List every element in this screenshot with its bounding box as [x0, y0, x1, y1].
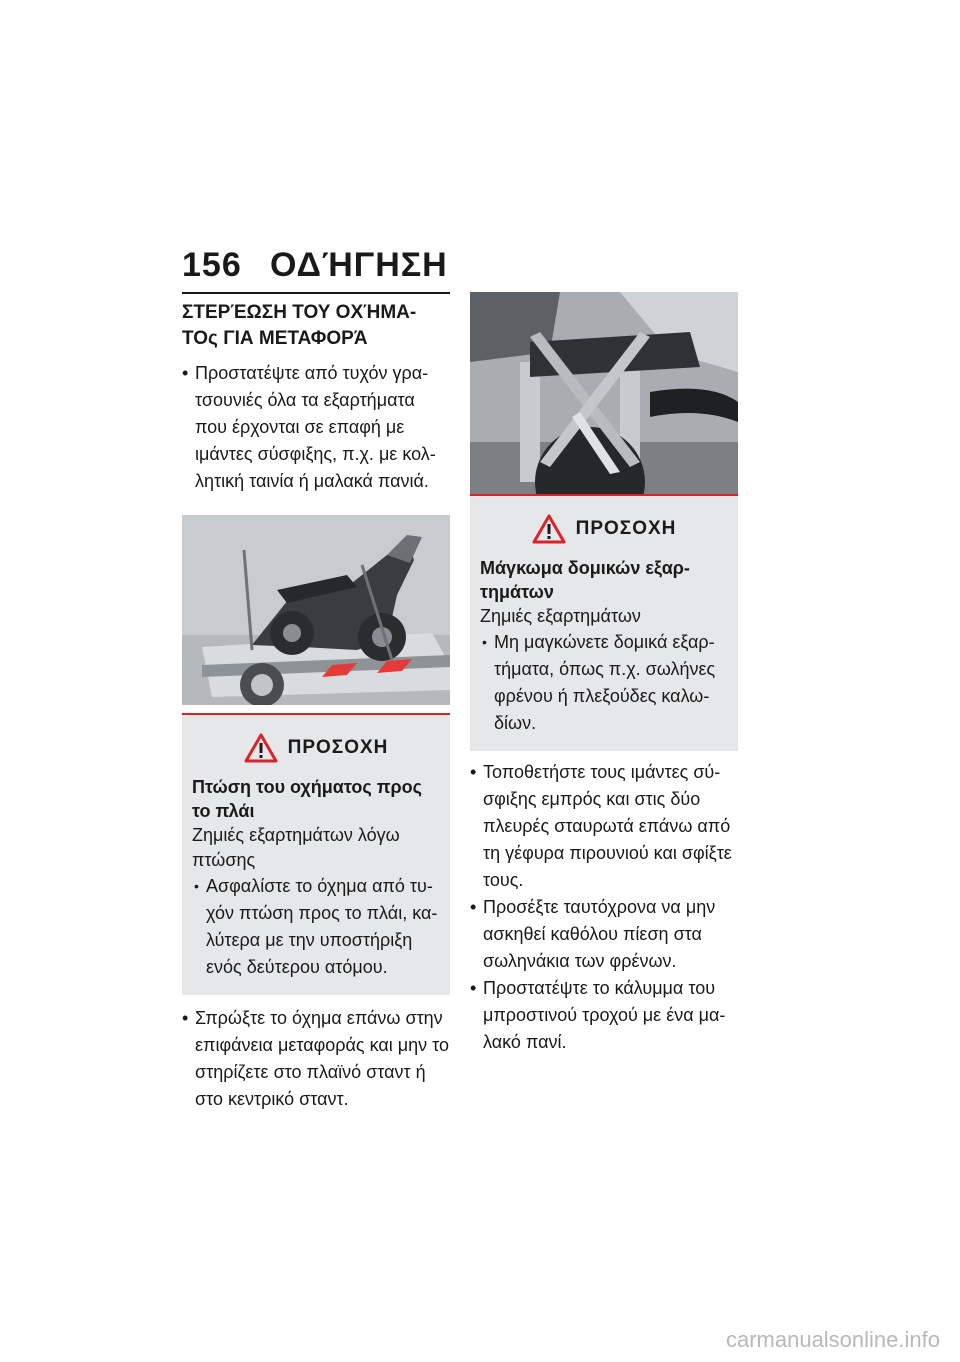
warning-title: Πτώση του οχήματος προς το πλάι [192, 777, 422, 821]
warning-title: Μάγκωμα δομικών εξαρ-τημάτων [480, 558, 690, 602]
section-heading: ΣΤΕΡΈΩΣΗ ΤΟΥ ΟΧΉΜΑ-ΤΟς ΓΙΑ ΜΕΤΑΦΟΡΆ [182, 302, 417, 349]
bullet-list-right [470, 759, 738, 1056]
warning-consequence: Ζημιές εξαρτημάτων λόγω πτώσης [192, 825, 400, 870]
left-column [182, 292, 450, 1113]
warning-box-jamming [470, 494, 738, 751]
right-column [470, 292, 738, 1056]
bullet-list [182, 360, 450, 495]
section-rule [182, 292, 450, 294]
warning-action: • Μη μαγκώνετε δομικά εξαρ-τήματα, όπως π.χ. σωλήνες φρένου ή πλεξούδες καλω-δίων. [480, 629, 728, 737]
fork-straps-photo [470, 292, 738, 494]
bullet-push-vehicle: • Σπρώξτε το όχημα επάνω στην επιφάνεια μεταφοράς και μην το στηρίζετε στο πλαϊνό σταντ ή στο κεντρικό σταντ. [182, 1005, 450, 1113]
scooter-illustration [182, 515, 450, 705]
warning-header [192, 733, 440, 763]
warning-label: ΠΡΟΣΟΧΗ [287, 737, 389, 758]
warning-action: • Ασφαλίστε το όχημα από τυ-χόν πτώση προς το πλάι, κα-λύτερα με την υποστήριξη ενός δεύτερου ατόμου. [192, 873, 440, 981]
chapter-title: ΟΔΉΓΗΣΗ [270, 246, 448, 284]
bullet-list-2 [182, 1005, 450, 1113]
bullet-protect-fender: • Προστατέψτε το κάλυμμα του μπροστινού τροχού με ένα μα-λακό πανί. [470, 975, 738, 1056]
warning-triangle-icon [532, 514, 566, 544]
fork-strap-illustration [470, 292, 738, 494]
warning-action-list [480, 629, 728, 737]
warning-action-list [192, 873, 440, 981]
bullet-brake-lines: • Προσέξτε ταυτόχρονα να μην ασκηθεί καθόλου πίεση στα σωληνάκια των φρένων. [470, 894, 738, 975]
warning-consequence: Ζημιές εξαρτημάτων [480, 606, 641, 626]
bullet-protect-parts: • Προστατέψτε από τυχόν γρα-τσουνιές όλα τα εξαρτήματα που έρχονται σε επαφή με ιμάντες σύσφιξης, π.χ. με κολ-λητική ταινία ή μαλακά πανιά. [182, 360, 450, 495]
warning-header [480, 514, 728, 544]
page-number: 156 [182, 246, 242, 284]
warning-label: ΠΡΟΣΟΧΗ [575, 518, 677, 539]
watermark: carmanualsonline.info [725, 1327, 940, 1352]
warning-triangle-icon [244, 733, 278, 763]
bullet-place-straps: • Τοποθετήστε τους ιμάντες σύ-σφιξης εμπρός και στις δύο πλευρές σταυρωτά επάνω από τη γέφυρα πιρουνιού και σφίξτε τους. [470, 759, 738, 894]
scooter-on-trailer-photo [182, 515, 450, 705]
warning-box-fall [182, 713, 450, 995]
